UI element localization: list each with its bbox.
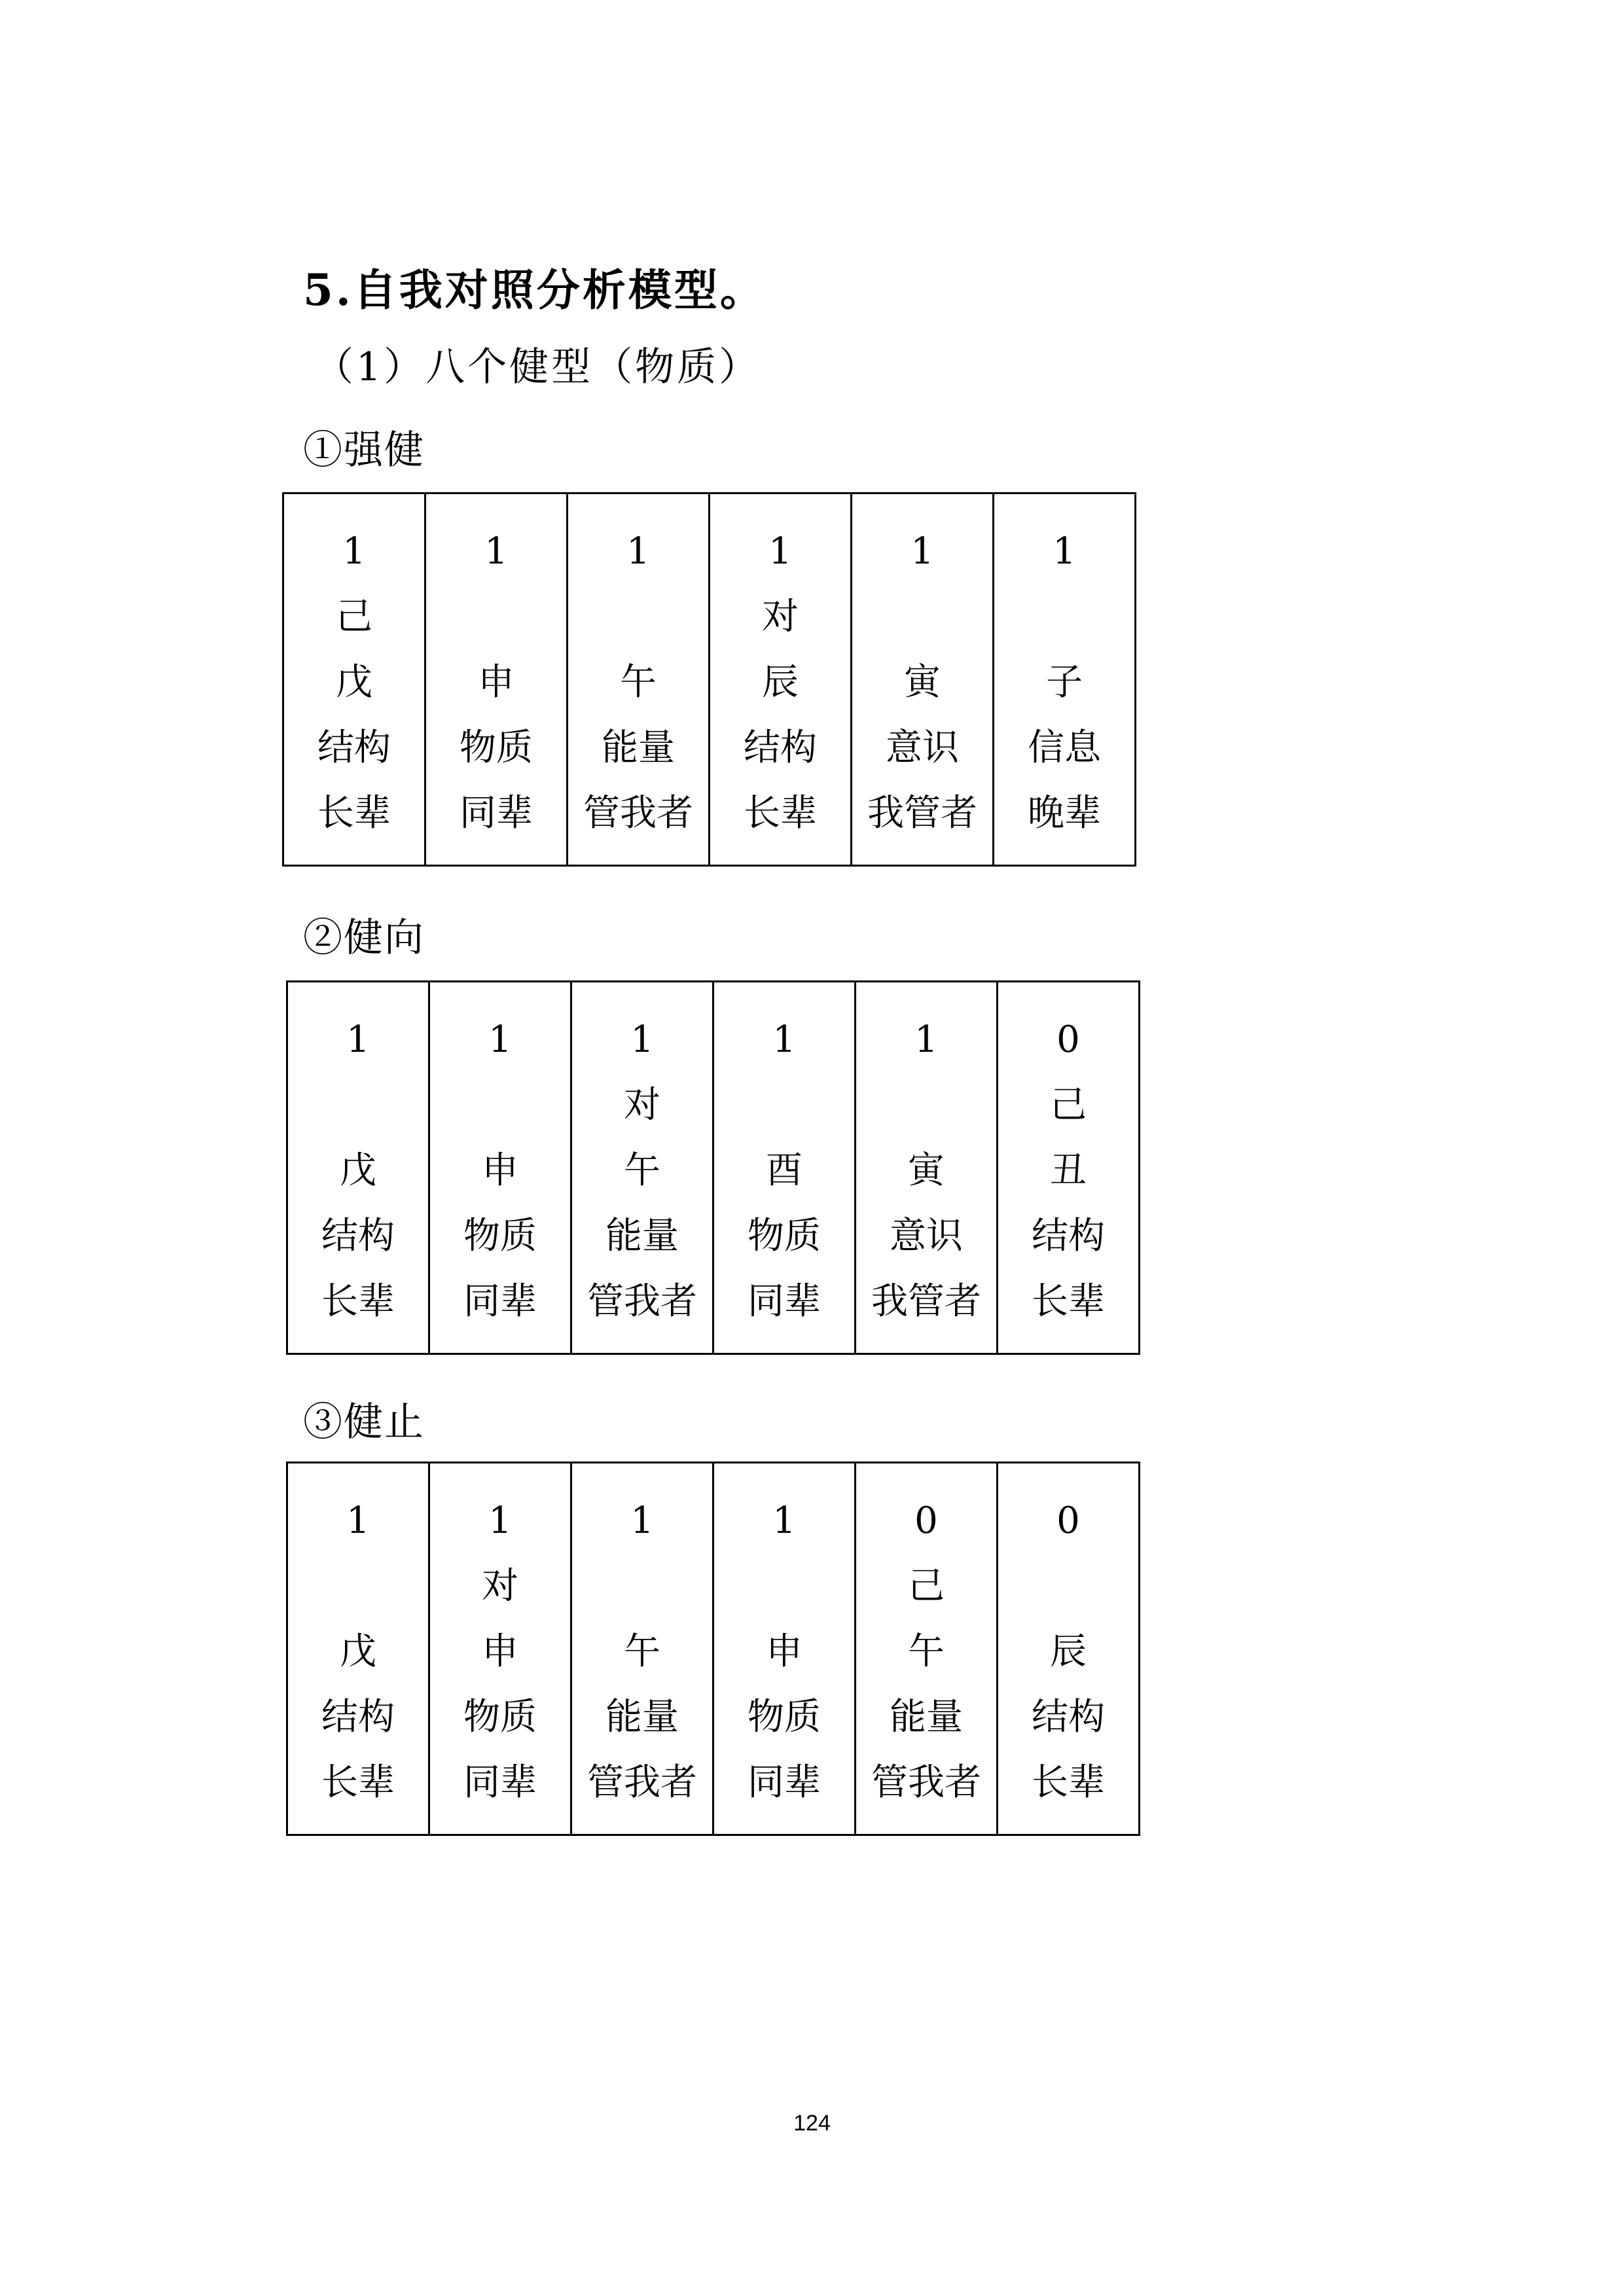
cell-line: 管我者 xyxy=(587,1280,697,1323)
cell-line: 辰 xyxy=(1050,1630,1087,1673)
cell-line: 1 xyxy=(346,1499,370,1542)
cell-line: 晚辈 xyxy=(1028,792,1101,834)
cell-line: 物质 xyxy=(748,1696,821,1738)
section-label-toward: ②健向 xyxy=(303,915,425,961)
cell-line: 结构 xyxy=(321,1215,395,1257)
cell-line: 1 xyxy=(772,1018,796,1061)
cell-line: 1 xyxy=(1053,530,1076,573)
cell-line: 丑 xyxy=(1050,1149,1087,1192)
cell-line: 午 xyxy=(908,1630,945,1673)
section-label-strong: ①强健 xyxy=(303,427,425,473)
cell-line: 结构 xyxy=(321,1696,395,1738)
subsection-heading: （1）八个健型（物质） xyxy=(314,344,761,390)
cell-line: 我管者 xyxy=(871,1280,981,1323)
cell-line: 戊 xyxy=(336,661,372,704)
cell-line: 戊 xyxy=(340,1149,376,1192)
cell-line: 己 xyxy=(908,1565,945,1607)
table-cell xyxy=(287,1463,429,1835)
cell-line: 己 xyxy=(1050,1084,1087,1126)
cell-line: 辰 xyxy=(762,661,799,704)
cell-line: 1 xyxy=(484,530,508,573)
cell-line: 意识 xyxy=(890,1215,963,1257)
page-number: 124 xyxy=(793,2111,831,2136)
table-cell xyxy=(425,493,568,866)
cell-line: 申 xyxy=(482,1630,518,1673)
table-cell xyxy=(283,493,425,866)
cell-line: 午 xyxy=(624,1630,660,1673)
table-cell xyxy=(856,1463,998,1835)
cell-line: 1 xyxy=(346,1018,370,1061)
section-heading: 5.自我对照分析模型。 xyxy=(303,264,766,315)
table-row xyxy=(283,493,1136,866)
cell-line: 能量 xyxy=(602,726,675,769)
cell-line: 管我者 xyxy=(587,1761,697,1804)
cell-line: 我管者 xyxy=(867,792,977,834)
table-cell xyxy=(998,982,1140,1354)
table-cell xyxy=(429,1463,571,1835)
table-cell xyxy=(994,493,1136,866)
cell-line: 同辈 xyxy=(748,1761,821,1804)
cell-line: 信息 xyxy=(1028,726,1101,769)
table-row xyxy=(287,1463,1140,1835)
table-cell xyxy=(568,493,710,866)
cell-line: 申 xyxy=(482,1149,518,1192)
cell-line: 物质 xyxy=(463,1215,537,1257)
table-cell xyxy=(852,493,994,866)
table-cell xyxy=(713,1463,856,1835)
cell-line: 长辈 xyxy=(317,792,391,834)
cell-line: 同辈 xyxy=(748,1280,821,1323)
cell-line: 寅 xyxy=(908,1149,945,1192)
cell-line: 申 xyxy=(478,661,514,704)
section-label-stop: ③健止 xyxy=(303,1399,425,1445)
cell-line: 同辈 xyxy=(463,1280,537,1323)
cell-line: 0 xyxy=(1056,1499,1080,1542)
cell-line: 对 xyxy=(624,1084,660,1126)
cell-line: 长辈 xyxy=(321,1280,395,1323)
cell-line: 物质 xyxy=(463,1696,537,1738)
table-row xyxy=(287,982,1140,1354)
cell-line: 0 xyxy=(1056,1018,1080,1061)
cell-line: 午 xyxy=(620,661,657,704)
cell-line: 物质 xyxy=(748,1215,821,1257)
cell-line: 寅 xyxy=(904,661,941,704)
table-cell xyxy=(856,982,998,1354)
cell-line: 1 xyxy=(630,1018,654,1061)
cell-line: 1 xyxy=(772,1499,796,1542)
table-cell xyxy=(429,982,571,1354)
cell-line: 0 xyxy=(914,1499,938,1542)
cell-line: 管我者 xyxy=(871,1761,981,1804)
cell-line: 能量 xyxy=(605,1215,679,1257)
cell-line: 意识 xyxy=(886,726,959,769)
cell-line: 物质 xyxy=(460,726,533,769)
cell-line: 结构 xyxy=(317,726,391,769)
cell-line: 1 xyxy=(626,530,650,573)
cell-line: 能量 xyxy=(890,1696,963,1738)
cell-line: 结构 xyxy=(744,726,817,769)
cell-line: 1 xyxy=(768,530,792,573)
cell-line: 1 xyxy=(914,1018,938,1061)
table-cell xyxy=(571,982,713,1354)
cell-line: 1 xyxy=(911,530,934,573)
cell-line: 长辈 xyxy=(1032,1761,1105,1804)
table-toward xyxy=(286,980,1140,1355)
cell-line: 结构 xyxy=(1032,1215,1105,1257)
cell-line: 同辈 xyxy=(460,792,533,834)
table-cell xyxy=(710,493,852,866)
cell-line: 己 xyxy=(336,596,372,638)
cell-line: 1 xyxy=(488,1018,512,1061)
cell-line: 长辈 xyxy=(321,1761,395,1804)
cell-line: 申 xyxy=(766,1630,803,1673)
cell-line: 1 xyxy=(342,530,366,573)
cell-line: 同辈 xyxy=(463,1761,537,1804)
cell-line: 对 xyxy=(482,1565,518,1607)
cell-line: 对 xyxy=(762,596,799,638)
cell-line: 长辈 xyxy=(1032,1280,1105,1323)
table-cell xyxy=(713,982,856,1354)
cell-line: 子 xyxy=(1046,661,1083,704)
table-stop xyxy=(286,1462,1140,1836)
cell-line: 1 xyxy=(630,1499,654,1542)
table-strong xyxy=(282,492,1136,867)
table-cell xyxy=(287,982,429,1354)
cell-line: 能量 xyxy=(605,1696,679,1738)
cell-line: 1 xyxy=(488,1499,512,1542)
cell-line: 管我者 xyxy=(583,792,693,834)
cell-line: 戊 xyxy=(340,1630,376,1673)
cell-line: 酉 xyxy=(766,1149,803,1192)
cell-line: 结构 xyxy=(1032,1696,1105,1738)
table-cell xyxy=(998,1463,1140,1835)
cell-line: 午 xyxy=(624,1149,660,1192)
cell-line: 长辈 xyxy=(744,792,817,834)
table-cell xyxy=(571,1463,713,1835)
